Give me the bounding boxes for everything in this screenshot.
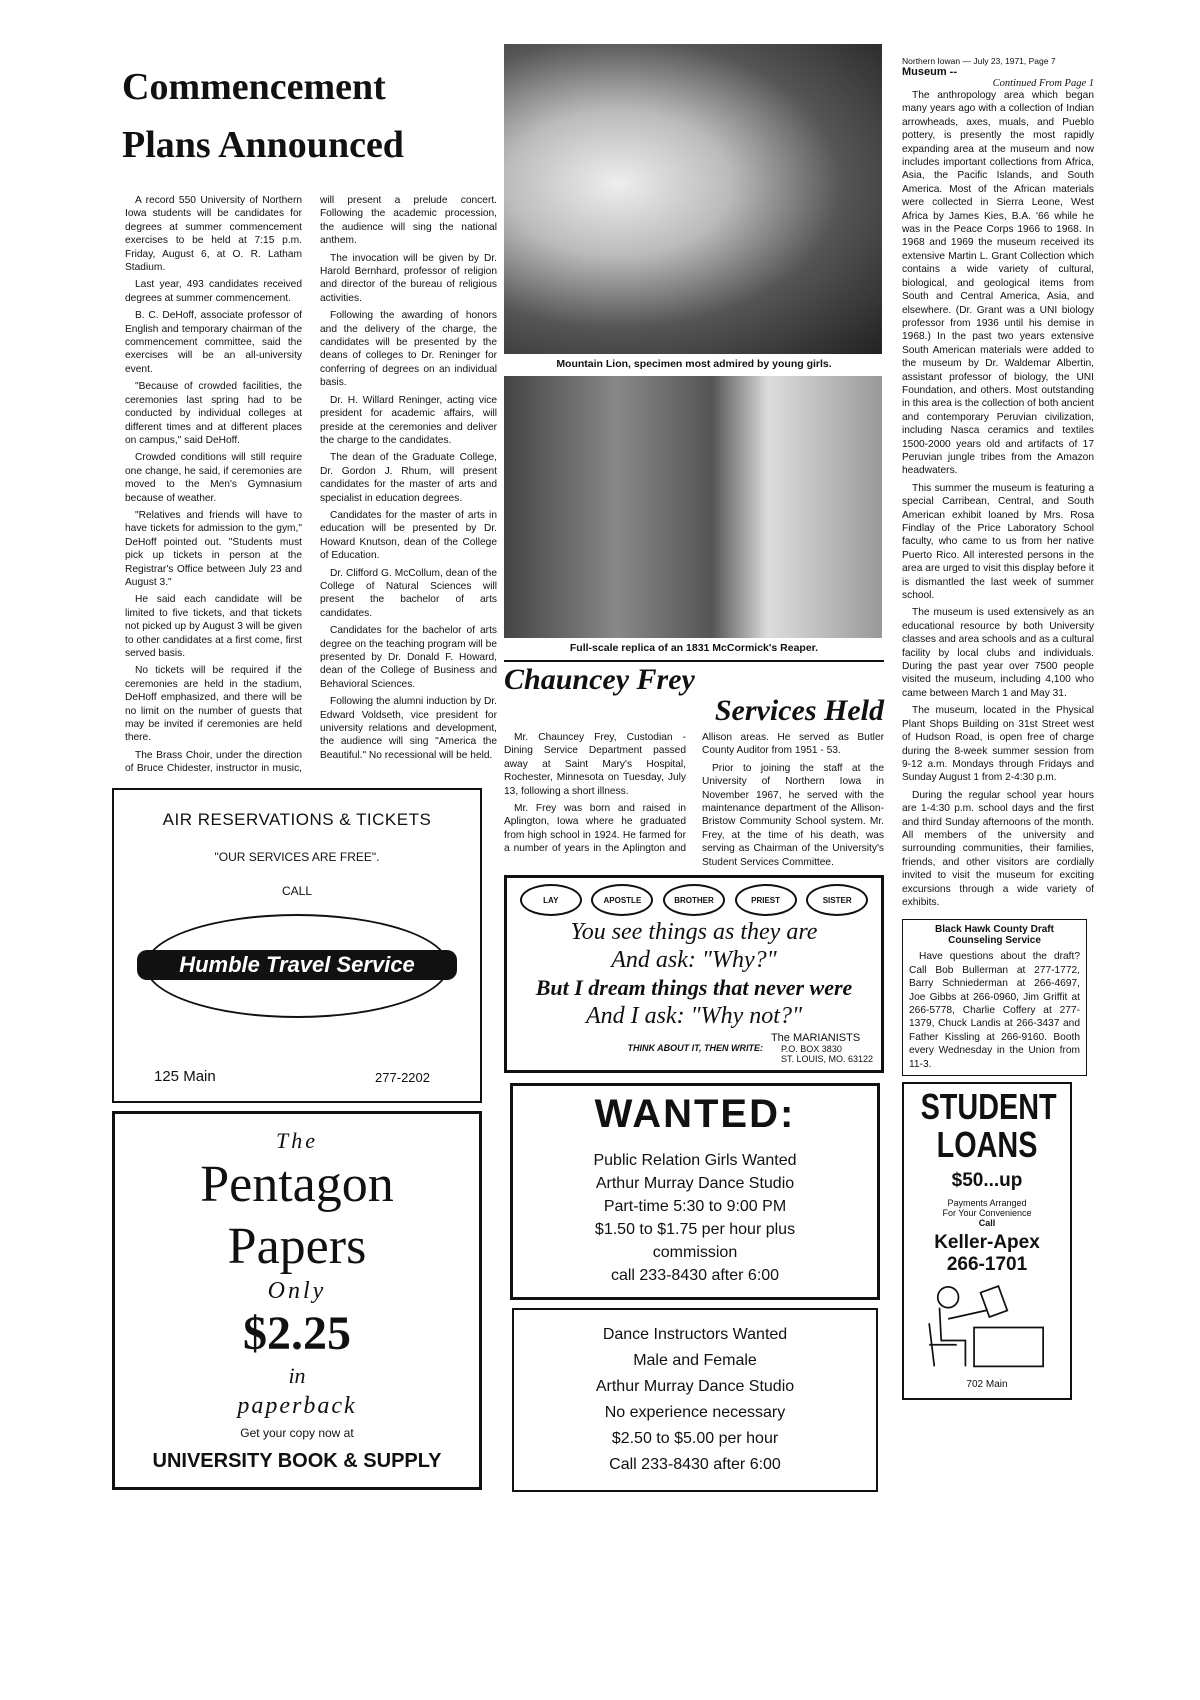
wanted-ad [510,1083,880,1300]
article-paragraph: This summer the museum is featuring a special Carribean, Central, and South American exhibit loaned by Mrs. Rosa Findlay of the Price Laboratory School faculty, who came to us from her native Puerto Rico. All interested persons in the area are urged to visit this display before it is dismantled the last week of summer school. [902,482,1094,602]
poem-line: But I dream things that never were [535,975,853,1001]
flower-label: PRIEST [735,884,797,916]
headline-line: Plans Announced [122,124,404,166]
ad-line: Arthur Murray Dance Studio [595,1378,795,1396]
poem-line: And I ask: "Why not?" [585,1003,803,1030]
draft-counseling-ad [902,919,1087,1076]
continued-label: Continued From Page 1 [992,78,1094,89]
museum-column [902,56,1094,913]
reaper-photo [504,376,882,638]
ad-line: call 233-8430 after 6:00 [610,1267,780,1285]
commencement-article-body [125,194,497,776]
logo-text: Humble Travel Service [137,950,457,980]
phone-number: 266-1701 [946,1254,1028,1276]
page-header: Northern Iowan — July 23, 1971, Page 7 [902,56,1056,66]
ad-lines [513,1149,877,1287]
article-paragraph: Candidates for the master of arts in education will be presented by Dr. Howard Knutson, dean of the College of Education. [320,509,497,562]
ad-line: commission [652,1244,738,1262]
article-paragraph: "Relatives and friends will have to have tickets for admission to the gym," DeHoff pointed out. "Students must pick up tickets in person at the Registrar's Office between July 23 and August 3." [125,509,302,588]
photo-caption: Full-scale replica of an 1831 McCormick's Reaper. [569,642,819,654]
ad-text: paperback [237,1392,357,1419]
mountain-lion-photo [504,44,882,354]
frey-headline [504,664,884,726]
article-paragraph: Following the alumni induction by Dr. Edward Voldseth, vice president for university relations and development, the audience will sing "America the Beautiful." No recessional will be held. [320,696,497,761]
article-paragraph: He said each candidate will be limited to five tickets, and that tickets not picked up by August 3 will be given to other candidates at a first come, first served basis. [125,594,302,659]
ad-text: Call [978,1218,996,1229]
loan-amount: $50...up [951,1170,1023,1192]
ad-text: For Your Convenience [942,1208,1032,1219]
dance-instructors-ad [512,1308,878,1492]
ad-line: No experience necessary [604,1404,786,1422]
store-logo: UNIVERSITY BOOK & SUPPLY [152,1449,442,1472]
museum-article-body [902,89,1094,909]
ad-body: Have questions about the draft? Call Bob Bullerman at 277-1772, Barry Schniederman at 266-4697, Joe Gibbs at 266-0960, Jim Griffit at 266-5778, Charlie Coffery at 277-1379, Chuck Landis at 266-3437 and Father Kissling at 266-9160. Booth every Wednesday in the Union from 11-3. [909,951,1080,1070]
ad-line: $1.50 to $1.75 per hour plus [594,1221,796,1239]
think-about-it: THINK ABOUT IT, THEN WRITE: [627,1043,763,1054]
city: ST. LOUIS, MO. 63122 [780,1054,873,1065]
article-paragraph: Prior to joining the staff at the University of Northern Iowa in November 1967, he served with the maintenance department of the Allison-Bristow Community School system. Mr. Frey, at the time of his death, was serving as Chairman of the University's Student Services Committee. [702,762,884,868]
article-paragraph: Mr. Frey was born and raised in Aplington, Iowa where he graduated from high school in 1924. He farmed for a number of years in the Aplington and Allison areas. He served as Butler County Auditor from 1951 - 53. [504,732,884,855]
book-title: Papers [227,1217,367,1275]
ad-text: in [288,1362,306,1388]
article-paragraph: Following the awarding of honors and the delivery of the charge, the candidates will be presented by the deans of colleges to Dr. Reninger for conferring of degrees on an individual basis. [320,310,497,389]
middle-column [504,44,884,1492]
ad-text: Only [267,1277,327,1304]
article-paragraph: "Because of crowded facilities, the ceremonies last spring had to be conducted by individual colleges at different times and at different places on campus," said DeHoff. [125,381,302,446]
ad-headline: STUDENT [920,1086,1057,1128]
price: $2.25 [243,1306,351,1360]
divider [504,660,884,662]
ad-line: Part-time 5:30 to 9:00 PM [603,1198,787,1216]
headline-line: Services Held [714,694,884,727]
poem-line: You see things as they are [570,919,818,946]
ad-title: Counseling Service [948,935,1041,947]
humble-travel-logo [145,914,449,1018]
article-paragraph: The museum is used extensively as an educational resource by both University classes and area schools and as a cultural facility by local clubs and individuals. During the past year over 7500 people visited the museum, including 4,100 who came between March 1 and May 31. [902,607,1094,699]
ad-text: Payments Arranged [947,1198,1027,1209]
article-paragraph: Candidates for the bachelor of arts degree on the teaching program will be presented by Dr. Donald F. Howard, dean of the College of Business and Behavioral Sciences. [320,625,497,690]
flower-label: LAY [520,884,582,916]
ad-footer [515,1032,873,1064]
ad-headline: LOANS [936,1124,1038,1166]
flower-label: BROTHER [663,884,725,916]
man-at-desk-illustration [917,1280,1057,1375]
article-paragraph: The museum, located in the Physical Plant Shops Building on 31st Street west of Hudson Road, is open free of charge during the 8-week summer session from 9-12 a.m. Mondays through Fridays and Sunday August 1 from 2-4:30 p.m. [902,705,1094,784]
article-paragraph: During the regular school year hours are 1-4:30 p.m. school days and the first and third Sunday afternoons of the month. All members of the university and surrounding communities, their families, friends, and other visitors are cordially invited to visit the museum for exciting excursions through a wide variety of exhibits. [902,789,1094,908]
article-paragraph: The dean of the Graduate College, Dr. Gordon J. Rhum, will present candidates for the master of arts and specialist in education degrees. [320,452,497,504]
flower-label: SISTER [806,884,868,916]
ad-text: Get your copy now at [240,1425,354,1440]
ad-line: $2.50 to $5.00 per hour [611,1430,779,1448]
org-name: The MARIANISTS [770,1032,861,1045]
article-paragraph: Dr. H. Willard Reninger, acting vice president for academic affairs, will preside at the ceremonies and deliver the charge to the candidates. [320,394,497,446]
travel-ad [112,788,482,1103]
company-name: Keller-Apex [934,1232,1040,1254]
ad-headline: AIR RESERVATIONS & TICKETS [162,809,432,829]
article-paragraph: Crowded conditions will still require one change, he said, if ceremonies are moved to the Men's Gymnasium because of weather. [125,452,302,504]
book-title: Pentagon [200,1155,394,1213]
flower-label: APOSTLE [591,884,653,916]
address: 702 Main [966,1379,1008,1391]
ad-line: Public Relation Girls Wanted [593,1152,797,1170]
right-column [902,56,1094,1400]
article-paragraph: The Brass Choir, under the direction of Bruce Chidester, instructor in music, will present a prelude concert. Following the academic procession, the audience will sing the national anthem. [125,195,497,775]
headline-line: Commencement [122,66,386,108]
ad-line: Male and Female [633,1352,757,1370]
photo-caption: Mountain Lion, specimen most admired by young girls. [556,358,832,370]
commencement-headline [122,58,497,174]
ad-line: Arthur Murray Dance Studio [595,1175,795,1193]
headline-line: Chauncey Frey [504,663,695,696]
pentagon-papers-ad [112,1111,482,1490]
ad-call: CALL [281,883,313,898]
ad-line: Dance Instructors Wanted [602,1326,788,1344]
left-column [112,58,497,1490]
ad-line: Call 233-8430 after 6:00 [609,1456,781,1474]
article-paragraph: B. C. DeHoff, associate professor of English and temporary chairman of the commencement committee, said the exercises will be an all-university event. [125,310,302,375]
article-paragraph: Dr. Clifford G. McCollum, dean of the College of Natural Sciences will present the bachelor of arts candidates. [320,567,497,619]
marianists-ad [504,875,884,1073]
article-paragraph: Mr. Chauncey Frey, Custodian - Dining Service Department passed away at Saint Mary's Hospital, Rochester, Minnesota on Tuesday, July 13, following a short illness. [504,732,686,797]
ad-tagline: "OUR SERVICES ARE FREE". [214,849,380,864]
marianists-address [771,1032,873,1064]
phone-number: 277-2202 [375,1069,430,1085]
ad-headline: WANTED: [594,1092,796,1137]
article-paragraph: No tickets will be required if the ceremonies are held in the stadium, DeHoff emphasized, and there will be no limit on the number of guests that may be invited if ceremonies are held there. [125,665,302,744]
student-loans-ad [902,1082,1072,1400]
ad-text: The [276,1127,318,1153]
museum-title: Museum -- [902,66,957,78]
address: 125 Main [154,1067,216,1085]
article-paragraph: A record 550 University of Northern Iowa students will be candidates for degrees at summer commencement exercises to be held at 7:15 p.m. Friday, August 6, at O. R. Latham Stadium. [125,195,302,274]
article-paragraph: Last year, 493 candidates received degrees at summer commencement. [125,279,302,304]
po-box: P.O. BOX 3830 [780,1044,842,1055]
ad-title: Black Hawk County Draft [935,924,1054,936]
frey-article-body [504,731,884,869]
ad-lines [514,1322,876,1478]
article-paragraph: The invocation will be given by Dr. Harold Bernhard, professor of religion and director of the bureau of religious activities. [320,252,497,304]
poem-line: And ask: "Why?" [611,947,777,974]
flower-row [515,884,873,916]
article-paragraph: The anthropology area which began many years ago with a collection of Indian arrowheads, axes, muals, and Pueblo pottery, is presently the most rapidly expanding area at the museum and now includes important collections from Africa, Asia, the Pacific Islands, and South America. Most of the African materials were collected in Sierra Leone, West Africa by James Kies, B.A. '66 while he was in the Peace Corps 1966 to 1968. In 1968 and 1969 the museum received its extensive Martin L. Grant Collection which contains a wide variety of cultural, biological, and geological items from South and Central America, Asia, and elsewhere. (Dr. Grant was a UNI biology professor from 1936 until his demise in 1968.) In the past two years extensive South American materials were added to the museum by Dr. Waldemar Albertin, assistant professor of biology, the UNI Foundation, and others. Most outstanding in this area is the collection of both ancient and contemporary Peruvian civilization, including Nasca ceramics and textiles 1500-2000 years old and artifacts of 17 Peruvian jungle tribes from the Amazon headwaters. [902,90,1094,477]
